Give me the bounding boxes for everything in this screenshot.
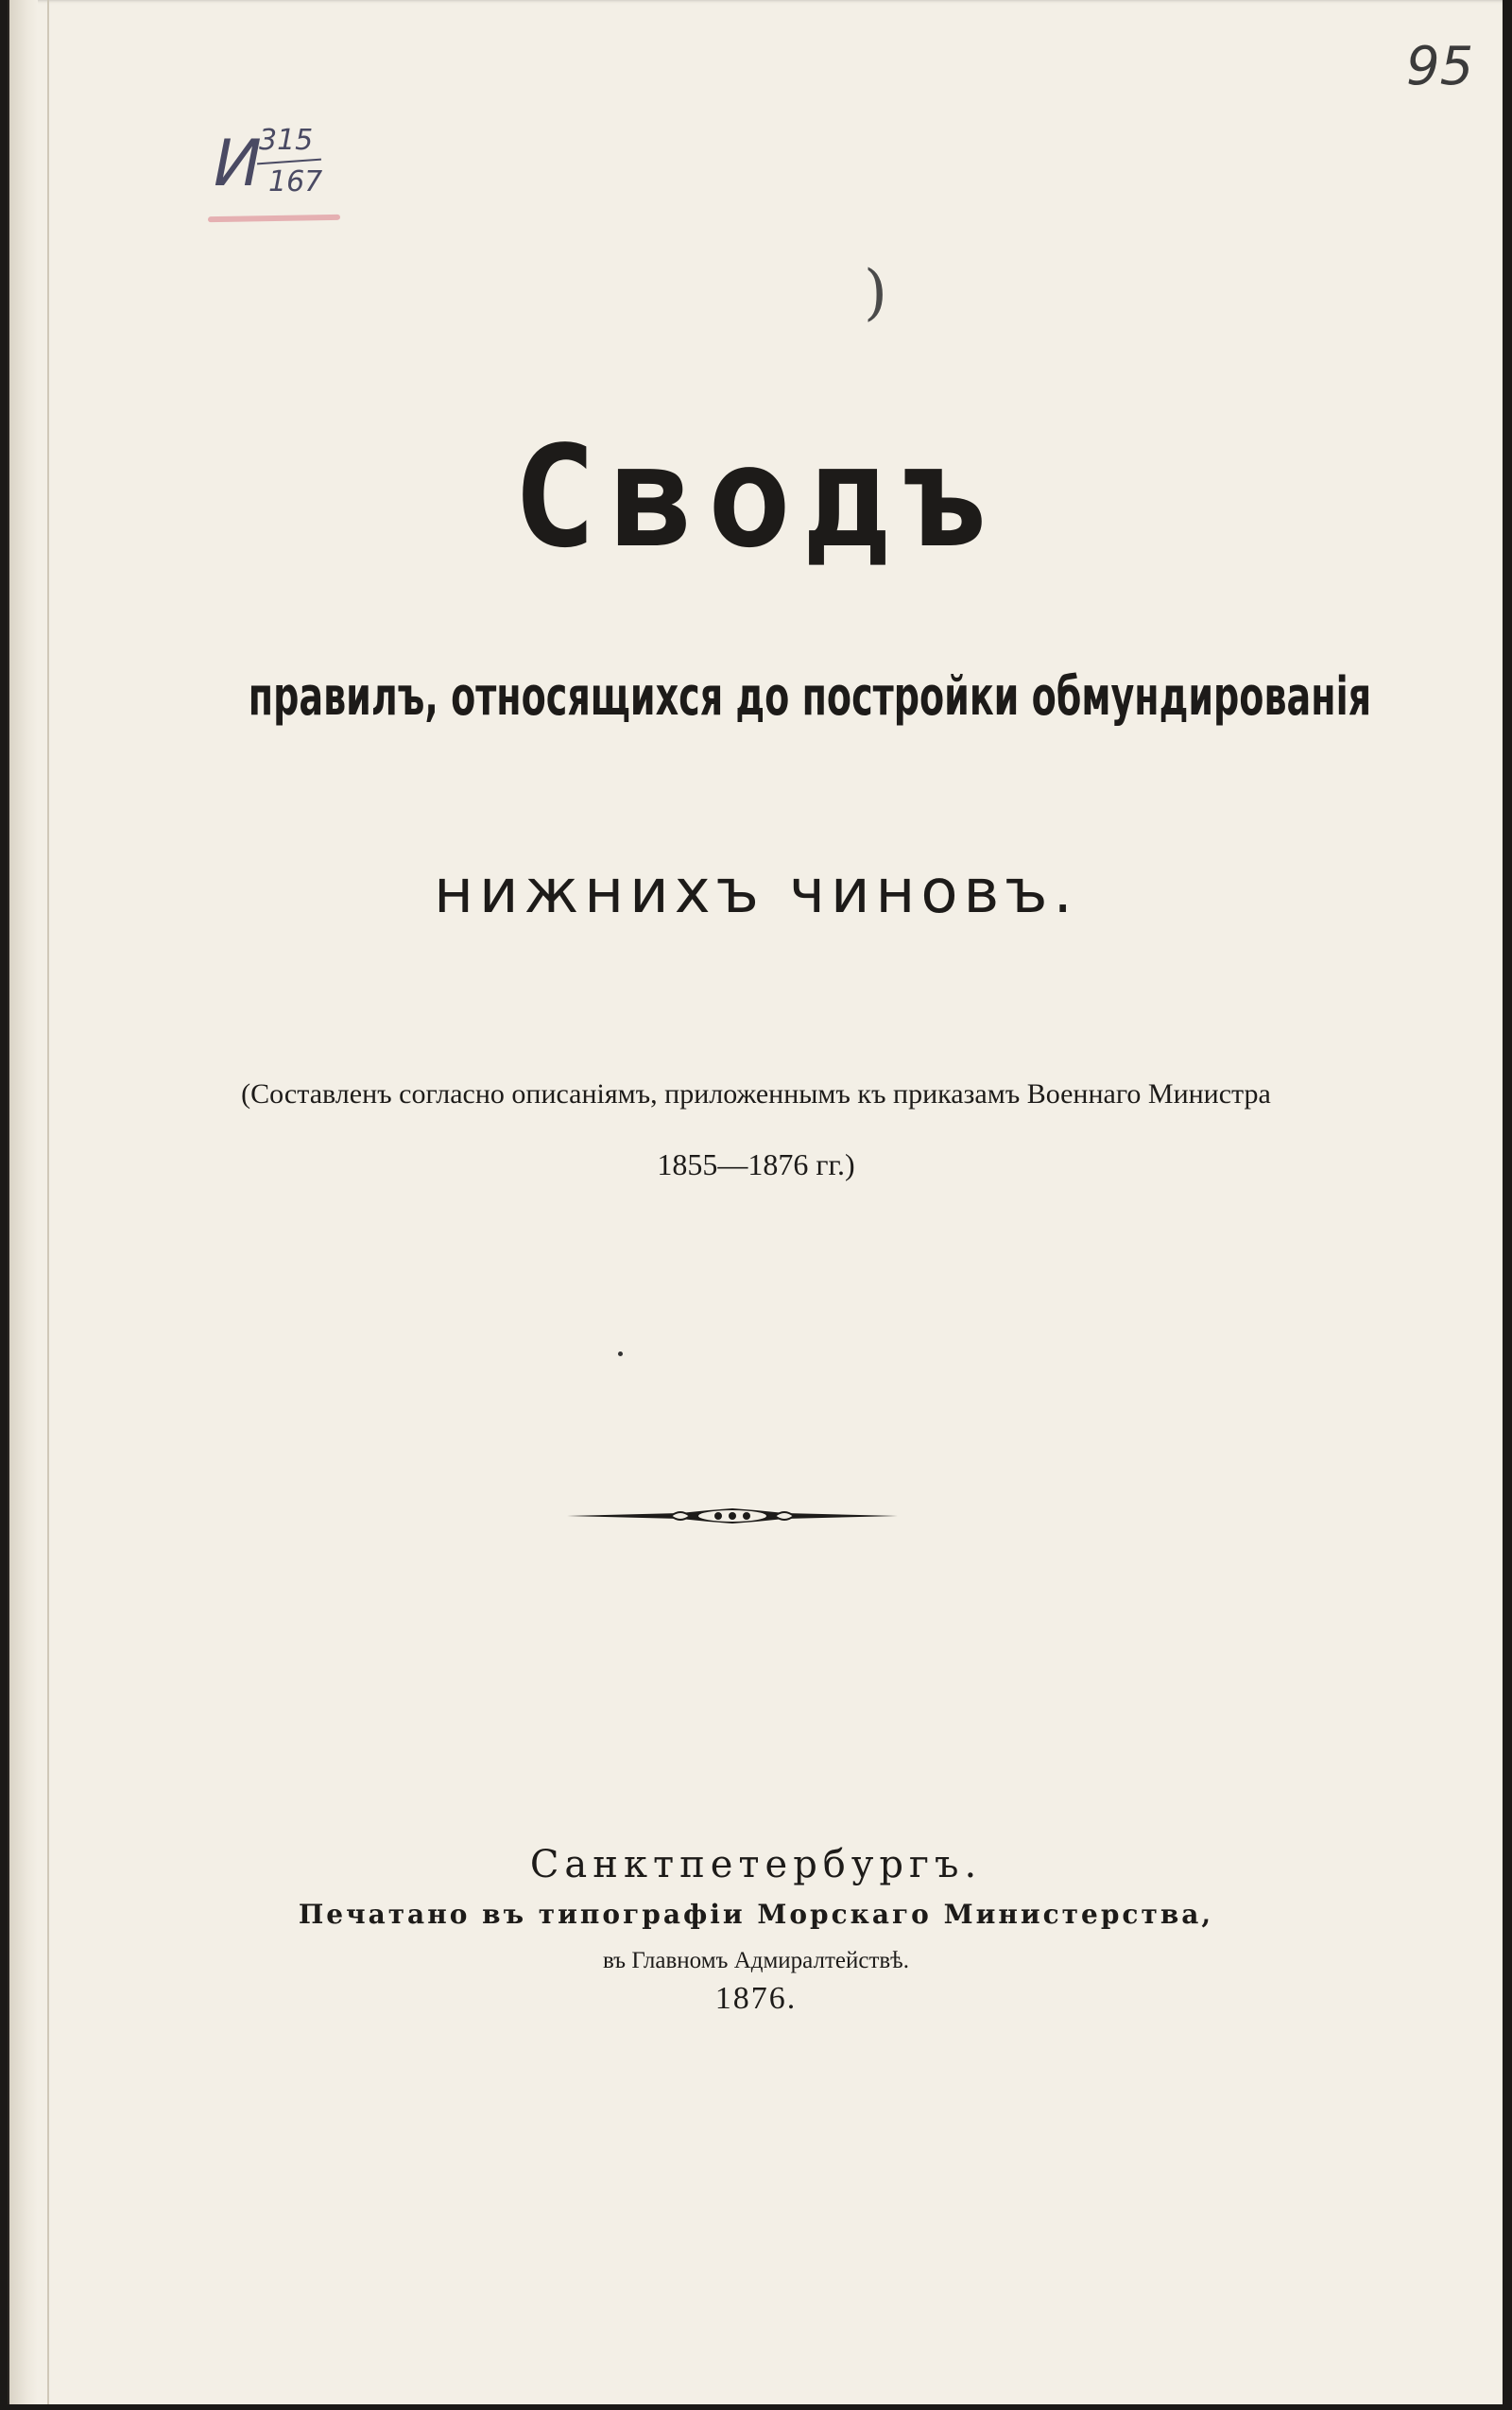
compilation-note: (Составленъ согласно описаніямъ, приложеннымъ къ приказамъ Военнаго Министра [241,1078,1271,1110]
book-title: Сводъ [512,416,1000,578]
page-gutter [9,0,38,2410]
book-subtitle-line2: нижнихъ чиновъ. [434,857,1078,927]
imprint-city: Санктпетербургъ. [529,1843,983,1886]
ornamental-rule [567,1497,898,1535]
stray-pencil-mark: ) [864,258,887,328]
scan-frame-bottom [0,2404,1512,2410]
gutter-line [47,0,49,2410]
imprint-year: 1876. [714,1981,798,2016]
imprint-place: въ Главномъ Адмиралтействѣ. [602,1948,910,1973]
scan-frame-right [1503,0,1512,2410]
shelfmark-numerator: 315 [259,124,314,157]
shelfmark-letter: И [214,127,262,201]
book-subtitle: правилъ, относящихся до постройки обмундированія [248,666,1372,728]
compilation-years: 1855—1876 гг.) [657,1147,855,1181]
ink-speck [618,1351,623,1356]
imprint-printer: Печатано въ типографіи Морскаго Министерства, [298,1899,1214,1930]
handwritten-corner-mark: 95 [1406,36,1474,97]
handwritten-shelfmark [197,121,348,234]
scan-frame-left [0,0,8,2410]
title-page [9,0,1503,2410]
red-pencil-underline [208,215,340,222]
shelfmark-fraction-bar [257,159,321,165]
shelfmark-denominator: 167 [268,165,323,198]
